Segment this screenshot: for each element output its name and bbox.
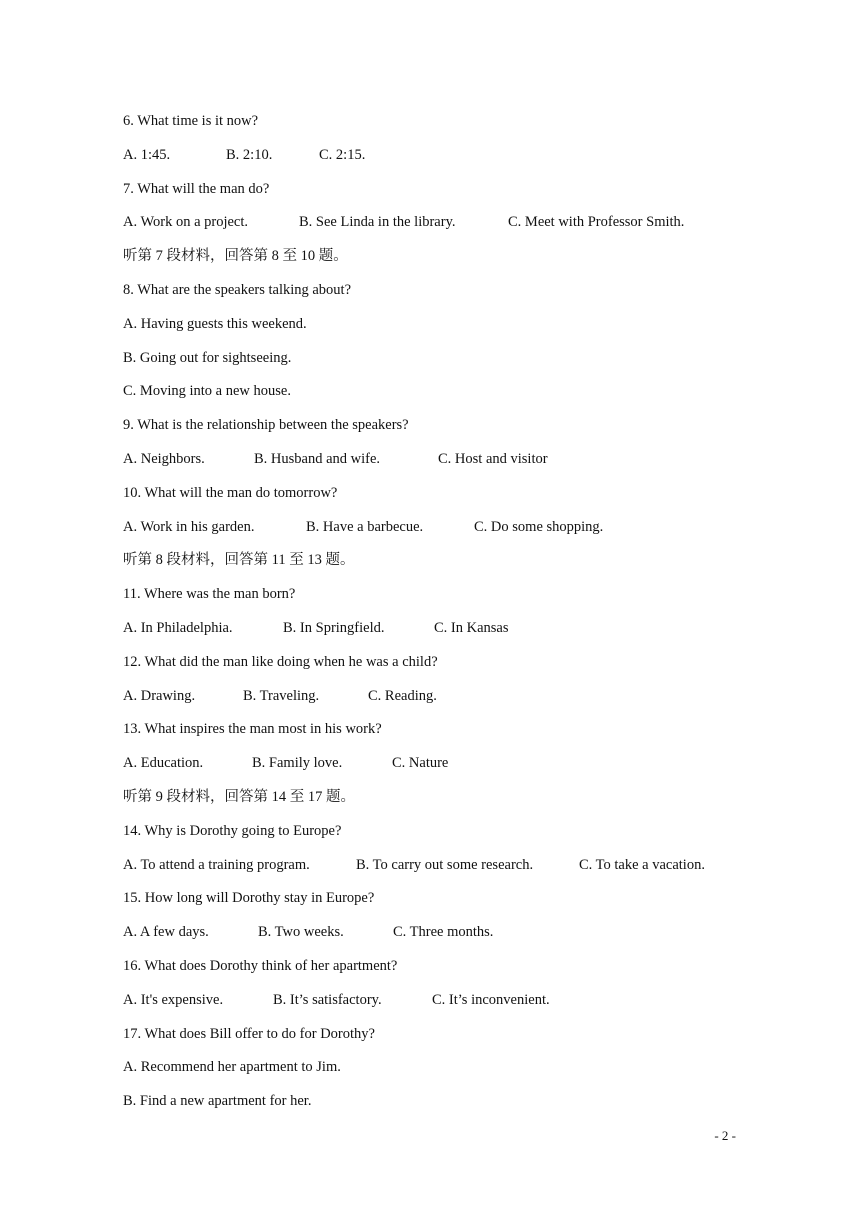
option-c: C. It’s inconvenient.: [432, 991, 550, 1008]
option-a: A. Work on a project.: [123, 214, 249, 231]
question-7-options: [123, 212, 763, 246]
question-15-options: [123, 922, 763, 956]
question-8-option-c: C. Moving into a new house.: [123, 383, 291, 400]
question-16-options: [123, 990, 763, 1024]
option-c: C. In Kansas: [434, 619, 509, 636]
option-b: B. Two weeks.: [258, 924, 344, 941]
question-9-options: [123, 449, 763, 483]
option-c: C. Host and visitor: [438, 450, 548, 467]
option-c: C. 2:15.: [319, 146, 366, 163]
page-number: - 2 -: [714, 1128, 736, 1143]
question-12: 12. What did the man like doing when he was a child?: [123, 653, 438, 670]
question-6: 6. What time is it now?: [123, 113, 259, 129]
option-b: B. It’s satisfactory.: [273, 991, 382, 1008]
option-b: B. To carry out some research.: [356, 856, 534, 873]
option-b: B. Traveling.: [243, 687, 320, 704]
option-b: B. Husband and wife.: [254, 450, 381, 467]
option-c: C. Reading.: [368, 687, 437, 704]
option-a: A. 1:45.: [123, 146, 171, 163]
option-a: A. In Philadelphia.: [123, 619, 233, 636]
question-14-options: [123, 855, 763, 889]
option-b: B. In Springfield.: [283, 619, 385, 636]
question-8-option-a: A. Having guests this weekend.: [123, 315, 307, 332]
option-c: C. Meet with Professor Smith.: [508, 214, 685, 231]
option-c: C. Nature: [392, 755, 449, 772]
option-b: B. Have a barbecue.: [306, 518, 424, 535]
option-b: B. 2:10.: [226, 146, 273, 163]
question-10-options: [123, 517, 763, 551]
section-heading-9: 听第 9 段材料，回答第 14 至 17 题。: [123, 788, 355, 805]
option-a: A. It's expensive.: [123, 991, 224, 1008]
option-a: A. Work in his garden.: [123, 518, 255, 535]
question-9: 9. What is the relationship between the speakers?: [123, 417, 409, 434]
option-b: B. See Linda in the library.: [299, 214, 456, 231]
question-17-option-b: B. Find a new apartment for her.: [123, 1093, 312, 1110]
question-6-options: [123, 145, 763, 179]
section-heading-8: 听第 8 段材料，回答第 11 至 13 题。: [123, 552, 355, 569]
question-17-option-a: A. Recommend her apartment to Jim.: [123, 1059, 341, 1076]
question-17: 17. What does Bill offer to do for Dorothy?: [123, 1025, 375, 1042]
option-a: A. A few days.: [123, 924, 209, 941]
option-a: A. Neighbors.: [123, 450, 205, 467]
question-8: 8. What are the speakers talking about?: [123, 281, 352, 298]
question-11-options: [123, 618, 763, 652]
option-c: C. Three months.: [393, 924, 494, 941]
question-12-options: [123, 686, 763, 720]
question-16: 16. What does Dorothy think of her apartment?: [123, 957, 398, 974]
option-a: A. Education.: [123, 755, 204, 772]
option-c: C. To take a vacation.: [579, 856, 705, 873]
option-a: A. Drawing.: [123, 687, 196, 704]
question-14: 14. Why is Dorothy going to Europe?: [123, 822, 342, 839]
question-13: 13. What inspires the man most in his work?: [123, 721, 382, 738]
question-11: 11. Where was the man born?: [123, 586, 296, 603]
question-13-options: [123, 753, 763, 787]
question-15: 15. How long will Dorothy stay in Europe?: [123, 890, 375, 907]
question-8-option-b: B. Going out for sightseeing.: [123, 349, 292, 366]
option-b: B. Family love.: [252, 755, 343, 772]
option-a: A. To attend a training program.: [123, 856, 310, 873]
question-7: 7. What will the man do?: [123, 180, 270, 197]
option-c: C. Do some shopping.: [474, 518, 604, 535]
question-10: 10. What will the man do tomorrow?: [123, 484, 338, 501]
section-heading-7: 听第 7 段材料，回答第 8 至 10 题。: [123, 248, 348, 265]
listening-questions: [123, 111, 763, 1125]
